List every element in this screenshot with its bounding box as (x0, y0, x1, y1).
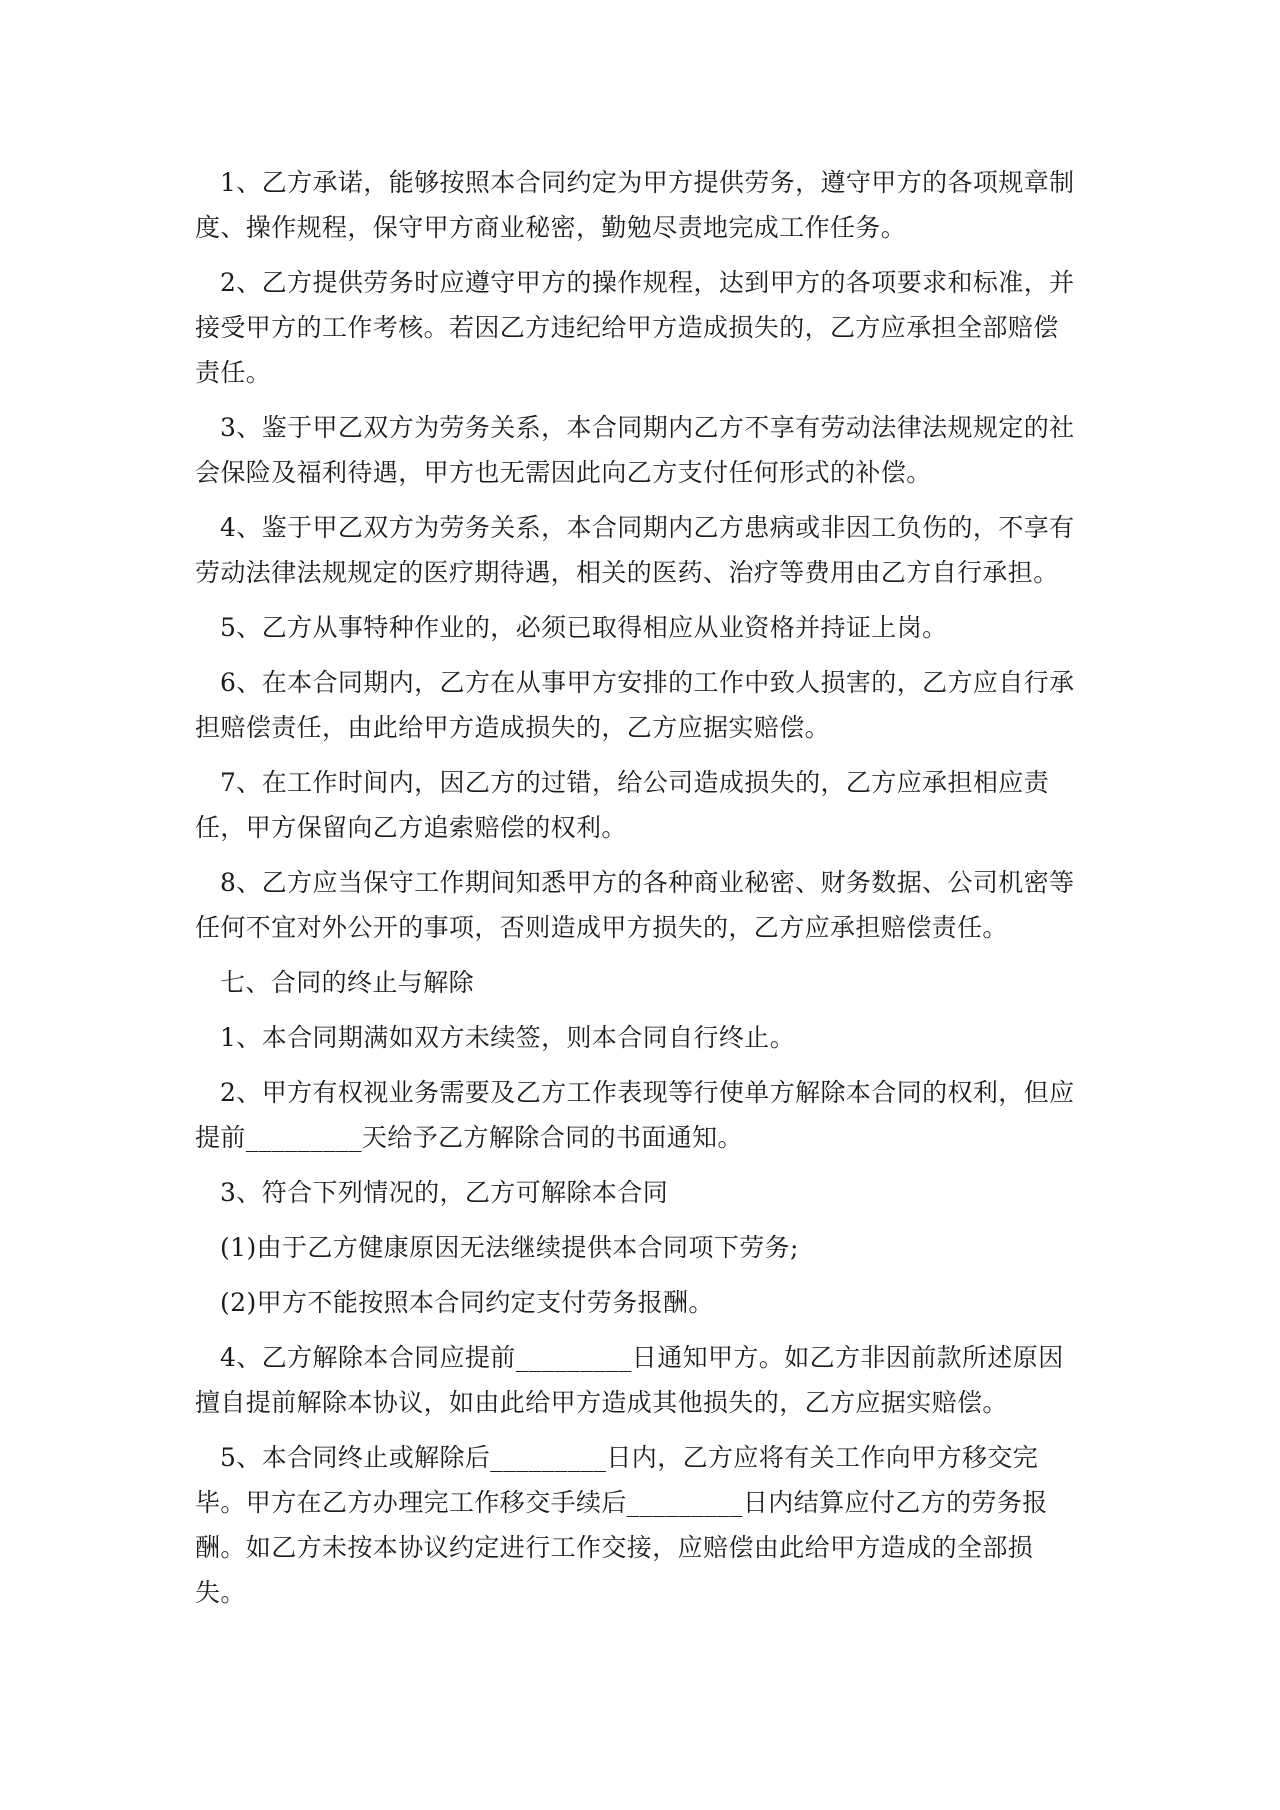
clause-obligation-1 (195, 160, 1095, 250)
text-line: 4、乙方解除本合同应提前_________日通知甲方。如乙方非因前款所述原因 (220, 1343, 1064, 1372)
clause-termination-4 (195, 1335, 1095, 1425)
text-line: 会保险及福利待遇，甲方也无需因此向乙方支付任何形式的补偿。 (195, 458, 932, 487)
text-line: 任何不宜对外公开的事项，否则造成甲方损失的，乙方应承担赔偿责任。 (195, 913, 1008, 942)
section-heading-termination (195, 960, 1095, 1005)
clause-termination-2 (195, 1070, 1095, 1160)
text-line: 3、符合下列情况的，乙方可解除本合同 (220, 1178, 669, 1207)
clause-obligation-7 (195, 760, 1095, 850)
clause-obligation-6 (195, 660, 1095, 750)
clause-obligation-8 (195, 860, 1095, 950)
text-line: 失。 (195, 1578, 246, 1607)
text-line: 擅自提前解除本协议，如由此给甲方造成其他损失的，乙方应据实赔偿。 (195, 1388, 1008, 1417)
text-line: 提前_________天给予乙方解除合同的书面通知。 (195, 1123, 743, 1152)
clause-obligation-4 (195, 505, 1095, 595)
document-body (195, 160, 1095, 1625)
text-line: 4、鉴于甲乙双方为劳务关系，本合同期内乙方患病或非因工负伤的，不享有 (220, 513, 1075, 542)
text-line: 责任。 (195, 358, 272, 387)
text-line: 1、本合同期满如双方未续签，则本合同自行终止。 (220, 1023, 796, 1052)
text-line: 5、乙方从事特种作业的，必须已取得相应从业资格并持证上岗。 (220, 613, 948, 642)
text-line: 7、在工作时间内，因乙方的过错，给公司造成损失的，乙方应承担相应责 (220, 768, 1050, 797)
clause-termination-3-item-2 (195, 1280, 1095, 1325)
text-line: (2)甲方不能按照本合同约定支付劳务报酬。 (220, 1288, 714, 1317)
text-line: (1)由于乙方健康原因无法继续提供本合同项下劳务; (220, 1233, 799, 1262)
clause-obligation-2 (195, 260, 1095, 395)
text-line: 七、合同的终止与解除 (220, 968, 475, 997)
text-line: 接受甲方的工作考核。若因乙方违纪给甲方造成损失的，乙方应承担全部赔偿 (195, 313, 1059, 342)
text-line: 8、乙方应当保守工作期间知悉甲方的各种商业秘密、财务数据、公司机密等 (220, 868, 1075, 897)
clause-termination-1 (195, 1015, 1095, 1060)
text-line: 劳动法律法规规定的医疗期待遇，相关的医药、治疗等费用由乙方自行承担。 (195, 558, 1059, 587)
text-line: 担赔偿责任，由此给甲方造成损失的，乙方应据实赔偿。 (195, 713, 831, 742)
text-line: 酬。如乙方未按本协议约定进行工作交接，应赔偿由此给甲方造成的全部损 (195, 1533, 1034, 1562)
clause-obligation-3 (195, 405, 1095, 495)
text-line: 2、甲方有权视业务需要及乙方工作表现等行使单方解除本合同的权利，但应 (220, 1078, 1075, 1107)
text-line: 毕。甲方在乙方办理完工作移交手续后_________日内结算应付乙方的劳务报 (195, 1488, 1048, 1517)
clause-termination-3 (195, 1170, 1095, 1215)
text-line: 度、操作规程，保守甲方商业秘密，勤勉尽责地完成工作任务。 (195, 213, 907, 242)
text-line: 2、乙方提供劳务时应遵守甲方的操作规程，达到甲方的各项要求和标准，并 (220, 268, 1075, 297)
text-line: 5、本合同终止或解除后_________日内，乙方应将有关工作向甲方移交完 (220, 1443, 1039, 1472)
clause-termination-5 (195, 1435, 1095, 1615)
text-line: 6、在本合同期内，乙方在从事甲方安排的工作中致人损害的，乙方应自行承 (220, 668, 1075, 697)
text-line: 3、鉴于甲乙双方为劳务关系，本合同期内乙方不享有劳动法律法规规定的社 (220, 413, 1075, 442)
clause-obligation-5 (195, 605, 1095, 650)
text-line: 任，甲方保留向乙方追索赔偿的权利。 (195, 813, 627, 842)
clause-termination-3-item-1 (195, 1225, 1095, 1270)
text-line: 1、乙方承诺，能够按照本合同约定为甲方提供劳务，遵守甲方的各项规章制 (220, 168, 1075, 197)
